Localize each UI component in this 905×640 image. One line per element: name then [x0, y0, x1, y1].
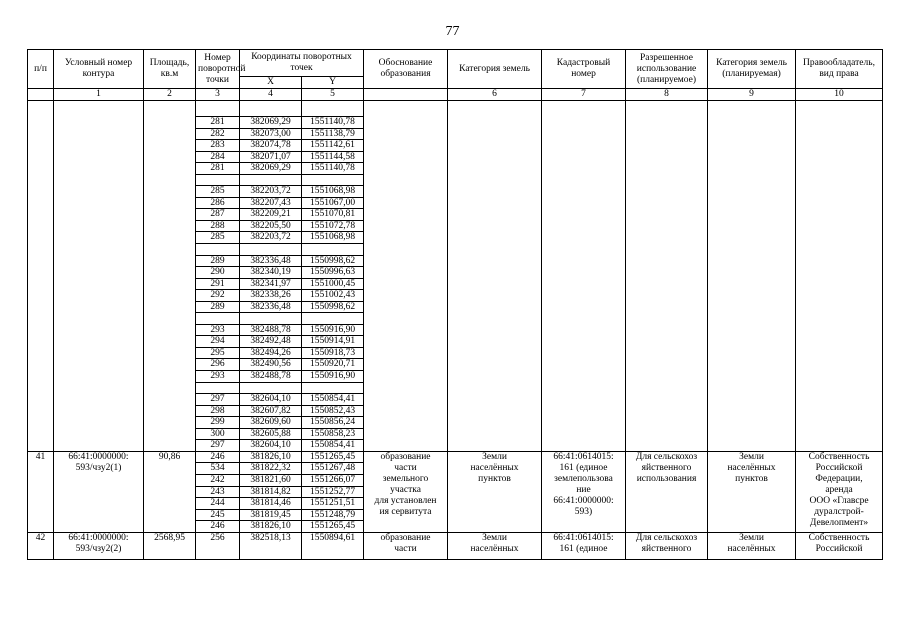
- column-number: 1: [54, 89, 144, 101]
- y-coordinate: 1551248,79: [302, 510, 363, 522]
- row-number: 42: [28, 532, 54, 559]
- blank-separator: [240, 383, 301, 395]
- y-coordinate: 1551070,81: [302, 209, 363, 221]
- x-values: [240, 451, 302, 532]
- continuation-y-values: [302, 101, 364, 452]
- point-number: 297: [210, 440, 225, 451]
- x-coordinate: 382069,29: [240, 117, 301, 129]
- point-number: 282: [196, 129, 239, 141]
- blank-separator: [196, 383, 239, 395]
- y-coordinate: 1550998,62: [302, 302, 363, 314]
- y-coordinate: 1551140,78: [302, 163, 363, 175]
- contour-number: 66:41:0000000: 593/чзу2(1): [54, 451, 144, 532]
- header-coordinates: Координаты поворотных точек: [240, 50, 364, 77]
- y-coordinate: 1551266,07: [302, 475, 363, 487]
- x-coordinate: 382336,48: [240, 302, 301, 314]
- column-number: 8: [626, 89, 708, 101]
- x-coordinate: 381814,46: [240, 498, 301, 510]
- x-value: 382518,13: [240, 532, 302, 559]
- header-permitted-use: Разрешенное использование (планируемое): [626, 50, 708, 89]
- header-cadastral: Кадастровый номер: [542, 50, 626, 89]
- blank-separator: [240, 313, 301, 325]
- blank-separator: [240, 101, 301, 117]
- point-number: 290: [196, 267, 239, 279]
- continuation-empty-cell: [448, 101, 542, 452]
- point-number: 288: [196, 221, 239, 233]
- point-number: 285: [196, 232, 239, 244]
- header-row: [28, 50, 883, 77]
- y-coordinate: 1550998,62: [302, 256, 363, 268]
- x-coordinate: 382340,19: [240, 267, 301, 279]
- y-coordinate: 1550918,73: [302, 348, 363, 360]
- point-number: 246: [196, 452, 239, 464]
- blank-separator: [240, 175, 301, 187]
- y-coordinate: 1551251,51: [302, 498, 363, 510]
- point-number: 299: [196, 417, 239, 429]
- continuation-empty-cell: [796, 101, 883, 452]
- owner: Собственность Российской: [796, 532, 883, 559]
- header-pp: п/п: [28, 50, 54, 89]
- header-land-category: Категория земель: [448, 50, 542, 89]
- continuation-empty-cell: [28, 101, 54, 452]
- point-number: 243: [196, 487, 239, 499]
- table-row: [28, 451, 883, 532]
- owner: Собственность Российской Федерации, аренда ООО «Главсре дуралстрой- Девелопмент»: [796, 451, 883, 532]
- point-number: 281: [196, 163, 239, 175]
- y-coordinate: 1551068,98: [302, 232, 363, 244]
- header-area: Площадь, кв.м: [144, 50, 196, 89]
- point-number: 298: [196, 406, 239, 418]
- y-coordinate: 1551072,78: [302, 221, 363, 233]
- x-coordinate: 382205,50: [240, 221, 301, 233]
- y-coordinate: 1551002,43: [302, 290, 363, 302]
- x-coordinate: 382207,43: [240, 198, 301, 210]
- page-number: 77: [445, 24, 460, 39]
- point-number: 295: [196, 348, 239, 360]
- x-coordinate: 382604,10: [250, 440, 291, 451]
- header-land-category-planned: Категория земель (планируемая): [708, 50, 796, 89]
- land-register-table: [27, 49, 883, 560]
- point-numbers: [196, 451, 240, 532]
- blank-separator: [240, 244, 301, 256]
- y-coordinate: 1550856,24: [302, 417, 363, 429]
- column-number: 7: [542, 89, 626, 101]
- y-coordinate: 1551068,98: [302, 186, 363, 198]
- y-coordinate: 1550914,91: [302, 336, 363, 348]
- x-coordinate: 381814,82: [240, 487, 301, 499]
- table-row: [28, 532, 883, 559]
- column-number: 9: [708, 89, 796, 101]
- land-category: Земли населённых: [448, 532, 542, 559]
- x-coordinate: 382494,26: [240, 348, 301, 360]
- x-coordinate: 382069,29: [240, 163, 301, 175]
- y-coordinate: 1551067,00: [302, 198, 363, 210]
- point-number: 289: [196, 256, 239, 268]
- land-category-planned: Земли населённых: [708, 532, 796, 559]
- column-number: [364, 89, 448, 101]
- y-coordinate: 1551138,79: [302, 129, 363, 141]
- y-coordinate: 1551265,45: [309, 521, 356, 532]
- row-number: 41: [28, 451, 54, 532]
- x-coordinate: 382074,78: [240, 140, 301, 152]
- x-coordinate: 382336,48: [240, 256, 301, 268]
- continuation-empty-cell: [708, 101, 796, 452]
- point-number: 294: [196, 336, 239, 348]
- point-number: 284: [196, 152, 239, 164]
- point-number: 246: [210, 521, 225, 532]
- continuation-empty-cell: [364, 101, 448, 452]
- x-coordinate: 382203,72: [240, 186, 301, 198]
- column-number-row: [28, 89, 883, 101]
- x-coordinate: 382341,97: [240, 279, 301, 291]
- y-coordinate: 1551267,48: [302, 463, 363, 475]
- y-coordinate: 1551144,58: [302, 152, 363, 164]
- y-coordinate: 1550854,41: [302, 394, 363, 406]
- area-value: 2568,95: [144, 532, 196, 559]
- column-number: 10: [796, 89, 883, 101]
- y-coordinate: 1550852,43: [302, 406, 363, 418]
- cadastral-number: 66:41:0614015: 161 (единое: [542, 532, 626, 559]
- point-number: 242: [196, 475, 239, 487]
- y-coordinate: 1551265,45: [302, 452, 363, 464]
- permitted-use: Для сельскохоз яйственного: [626, 532, 708, 559]
- header-x: X: [240, 77, 302, 89]
- x-coordinate: 382492,48: [240, 336, 301, 348]
- x-coordinate: 382203,72: [240, 232, 301, 244]
- blank-separator: [302, 244, 363, 256]
- point-number: 297: [196, 394, 239, 406]
- continuation-point-numbers: [196, 101, 240, 452]
- x-coordinate: 382490,56: [240, 359, 301, 371]
- y-coordinate: 1551252,77: [302, 487, 363, 499]
- column-number: 2: [144, 89, 196, 101]
- column-number: 6: [448, 89, 542, 101]
- y-coordinate: 1551000,45: [302, 279, 363, 291]
- blank-separator: [302, 101, 363, 117]
- x-coordinate: 381826,10: [250, 521, 291, 532]
- y-coordinate: 1551140,78: [302, 117, 363, 129]
- x-coordinate: 382609,60: [240, 417, 301, 429]
- column-number: 3: [196, 89, 240, 101]
- y-coordinate: 1551142,61: [302, 140, 363, 152]
- x-coordinate: 382073,00: [240, 129, 301, 141]
- column-number: 5: [302, 89, 364, 101]
- continuation-row: [28, 101, 883, 452]
- x-coordinate: 381821,60: [240, 475, 301, 487]
- x-coordinate: 381819,45: [240, 510, 301, 522]
- y-value: 1550894,61: [302, 532, 364, 559]
- header-owner: Правообладатель, вид права: [796, 50, 883, 89]
- point-number: 245: [196, 510, 239, 522]
- point-number: 291: [196, 279, 239, 291]
- blank-separator: [302, 383, 363, 395]
- point-number: 534: [196, 463, 239, 475]
- y-coordinate: 1550920,71: [302, 359, 363, 371]
- x-coordinate: 382607,82: [240, 406, 301, 418]
- y-coordinate: 1550858,23: [302, 429, 363, 441]
- continuation-empty-cell: [144, 101, 196, 452]
- column-number: 4: [240, 89, 302, 101]
- point-number: 287: [196, 209, 239, 221]
- blank-separator: [302, 313, 363, 325]
- point-number: 296: [196, 359, 239, 371]
- point-number: 286: [196, 198, 239, 210]
- blank-separator: [196, 101, 239, 117]
- header-basis: Обоснование образования: [364, 50, 448, 89]
- x-coordinate: 382338,26: [240, 290, 301, 302]
- point-number: 281: [196, 117, 239, 129]
- continuation-empty-cell: [54, 101, 144, 452]
- point-number: 256: [196, 532, 240, 559]
- x-coordinate: 382488,78: [240, 371, 301, 383]
- point-number: 289: [196, 302, 239, 314]
- land-category: Земли населённых пунктов: [448, 451, 542, 532]
- x-coordinate: 382605,88: [240, 429, 301, 441]
- formation-basis: образование части земельного участка для установлен ия сервитута: [364, 451, 448, 532]
- point-number: 293: [196, 325, 239, 337]
- y-values: [302, 451, 364, 532]
- x-coordinate: 382604,10: [240, 394, 301, 406]
- cadastral-number: 66:41:0614015: 161 (единое землепользова ние 66:41:0000000: 593): [542, 451, 626, 532]
- x-coordinate: 381822,32: [240, 463, 301, 475]
- y-coordinate: 1550996,63: [302, 267, 363, 279]
- point-number: 292: [196, 290, 239, 302]
- y-coordinate: 1550854,41: [309, 440, 356, 451]
- point-number: 244: [196, 498, 239, 510]
- continuation-empty-cell: [626, 101, 708, 452]
- area-value: 90,86: [144, 451, 196, 532]
- column-number: [28, 89, 54, 101]
- formation-basis: образование части: [364, 532, 448, 559]
- blank-separator: [196, 313, 239, 325]
- contour-number: 66:41:0000000: 593/чзу2(2): [54, 532, 144, 559]
- land-category-planned: Земли населённых пунктов: [708, 451, 796, 532]
- x-coordinate: 382071,07: [240, 152, 301, 164]
- point-number: 285: [196, 186, 239, 198]
- point-number: 293: [196, 371, 239, 383]
- x-coordinate: 381826,10: [240, 452, 301, 464]
- continuation-empty-cell: [542, 101, 626, 452]
- point-number: 283: [196, 140, 239, 152]
- blank-separator: [196, 175, 239, 187]
- point-number: 300: [196, 429, 239, 441]
- blank-separator: [302, 175, 363, 187]
- y-coordinate: 1550916,90: [302, 325, 363, 337]
- header-y: Y: [302, 77, 364, 89]
- y-coordinate: 1550916,90: [302, 371, 363, 383]
- x-coordinate: 382209,21: [240, 209, 301, 221]
- x-coordinate: 382488,78: [240, 325, 301, 337]
- header-contour: Условный номер контура: [54, 50, 144, 89]
- blank-separator: [196, 244, 239, 256]
- header-point-number: Номер поворотной точки: [196, 50, 240, 89]
- continuation-x-values: [240, 101, 302, 452]
- permitted-use: Для сельскохоз яйственного использования: [626, 451, 708, 532]
